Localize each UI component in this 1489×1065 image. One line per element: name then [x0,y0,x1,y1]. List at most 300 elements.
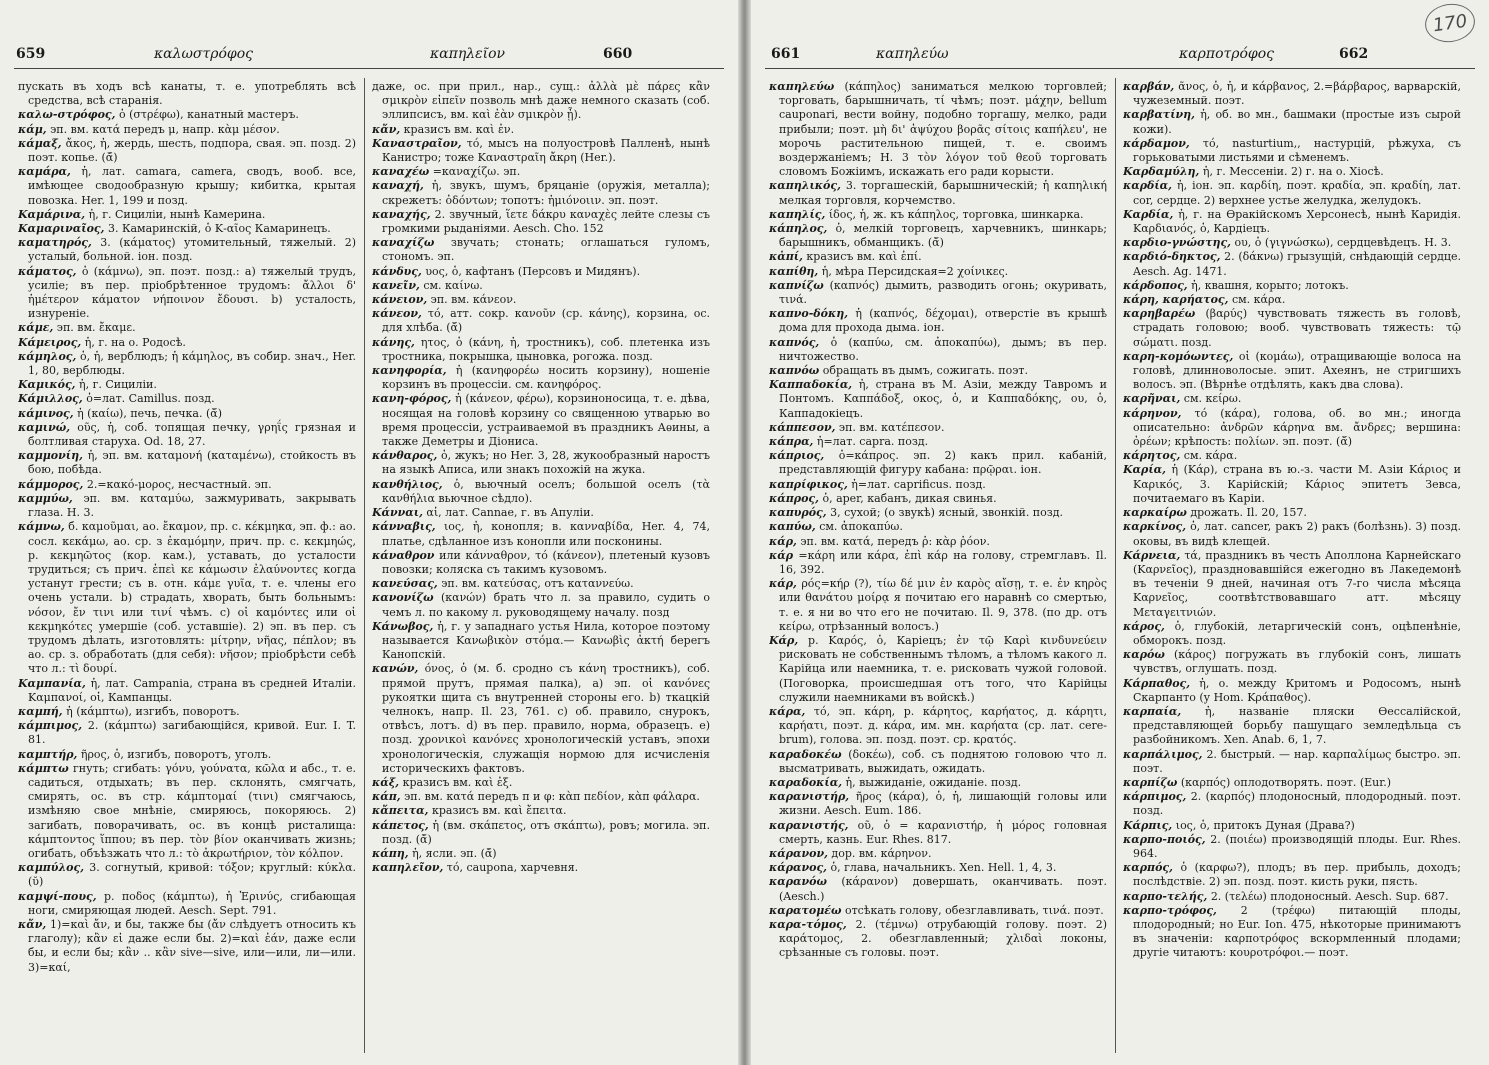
entry-headword: καναχής, [372,207,431,221]
dictionary-entry [1123,890,1461,904]
entry-definition: ἡ (вм. σκάπετος, отъ σκάπτω), ровъ; могила. эп. позд. (ᾰ̆) [382,818,710,846]
dictionary-entry [372,208,710,236]
entry-definition: кразисъ вм. καὶ ἐν. [403,122,515,136]
dictionary-entry [769,378,1107,421]
entry-headword: καπνός, [769,335,820,349]
dictionary-entry [372,179,710,207]
entry-definition: ὁ (καρφω?), плодъ; въ пер. прибыль, доходъ; послѣдствіе. 2) эп. позд. поэт. кисть руки, пясть. [1133,861,1461,889]
entry-headword: καματηρός, [18,236,92,250]
dictionary-entry [18,378,356,392]
dictionary-entry [769,847,1107,861]
dictionary-entry [1123,861,1461,889]
entry-definition: ἡ, іон. эп. καρδίη, поэт. κραδία, эп. κραδίη, лат. cor, сердце. 2) верхнее устье желудка, желудокъ. [1133,179,1461,207]
dictionary-entry [769,208,1107,222]
dictionary-entry [1123,279,1461,293]
dictionary-entry [372,265,710,279]
entry-definition: 2.=κακό-μορος, несчастный. эп. [86,477,272,491]
dictionary-entry [18,137,356,165]
dictionary-entry [18,762,356,861]
right-guide-word: καπηλεῖον [430,46,506,62]
entry-headword: καμπτήρ, [18,747,78,761]
dictionary-entry [18,478,356,492]
dictionary-entry [372,236,710,264]
entry-headword: κανθήλιος, [372,477,443,491]
dictionary-entry [1123,407,1461,450]
entry-definition: ἡ, ясли. эп. (ᾰ̆) [412,846,497,860]
dictionary-entry [18,407,356,421]
entry-definition: см. κάρα. [1231,293,1286,307]
dictionary-entry [18,222,356,236]
entry-headword: καμπύλος, [18,861,85,875]
entry-definition: τό (κάρα), голова, об. во мн.; иногда описательно: ἀνδρῶν κάρηνα вм. ἄνδρες; вершина: ὀρέων; крѣпость: πολίων. эп. поэт. (ᾰ̆) [1133,406,1461,449]
entry-definition: 2. (ποιέω) производящій плоды. Eur. Rhes. 964. [1133,832,1461,860]
entry-definition: 2. (κάμπτω) загибающійся, кривой. Eur. I. T. 81. [28,719,356,747]
entry-headword: καναχή, [372,179,424,193]
dictionary-entry [372,520,710,548]
dictionary-entry [18,520,356,676]
entry-headword: κάρ, [769,577,797,591]
entry-definition: ἡ, лат. Campania, страна въ средней Италіи. Καμπανοί, οἱ, Кампанцы. [28,676,356,704]
dictionary-entry [769,790,1107,818]
entry-definition: ὁ, жукъ; но Her. 3, 28, жукообразный наростъ на языкѣ Аписа, или знакъ похожій на жука. [382,449,710,477]
entry-headword: καρηβαρέω [1123,307,1196,321]
dictionary-entry [18,421,356,449]
dictionary-entry [372,819,710,847]
dictionary-entry [1123,307,1461,350]
dictionary-entry [1123,776,1461,790]
column-right [372,80,710,1055]
entry-definition: ἡ, квашня, корыто; лотокъ. [1191,278,1349,292]
dictionary-entry [372,861,710,875]
entry-headword: κάπηλος, [769,222,828,236]
dictionary-entry [769,492,1107,506]
entry-definition: (κάπηλος) заниматься мелкою торговлей; торговать, барышничать, τί чѣмъ; поэт. μάχην, bellum cauponari, вести войну, подобно торгашу, мелко, ради прибыли; поэт. μὴ δι' ἀψύχου βορᾶς σίτοις καπήλευ', не морочь растительною пищей, т. е. своимъ воздержаніемъ; Н. 3 τὸν λόγον τοῦ θεοῦ торговать словомъ Божіимъ, искажать его ради корысти. [779,80,1107,179]
entry-headword: καρπάλιμος, [1123,747,1203,761]
dictionary-entry [372,293,710,307]
dictionary-entry [18,918,356,975]
entry-definition: (βαρύς) чувствовать тяжесть въ головѣ, страдать головою; вооб. чувствовать тяжесть: τῷ σώματι. позд. [1133,307,1461,349]
entry-definition: (κανών) брать что л. за правило, судить о чемъ л. по какому л. руководящему началу. позд [382,591,710,619]
dictionary-entry [18,748,356,762]
entry-definition: ἡ, о. между Критомъ и Родосомъ, нынѣ Скарпанто (у Hom. Κράπαθος). [1133,676,1461,704]
entry-definition: см. κάρα. [1183,449,1238,463]
dictionary-entry [1123,819,1461,833]
entry-headword: Κάρνεια, [1123,548,1181,562]
entry-definition: ἡ, мѣра Персидская=2 χοίνικες. [821,264,1009,278]
entry-definition: дор. вм. κάρηνον. [831,846,932,860]
entry-headword: κάπρα, [769,435,814,449]
entry-headword: κάμαξ, [18,136,62,150]
entry-headword: κἄπειτα, [372,804,429,818]
entry-definition: обращать въ дымъ, сожигать. поэт. [822,364,1029,378]
entry-definition: звучать; стонать; оглашаться гуломъ, стономъ. эп. [382,236,710,264]
entry-headword: καπηλικός, [769,179,841,193]
dictionary-entry [769,336,1107,364]
entry-definition: ἡ, названіе пляски Ѳессалійской, представляющей борьбу пашущаго земледѣльца съ разбойникомъ. Xen. Anab. 6, 1, 7. [1133,704,1461,747]
entry-headword: Καναστραῖον, [372,136,462,150]
entry-headword: κάπη, [372,846,409,860]
entry-definition: ἡ, г. Сициліи, нынѣ Камерина. [88,207,266,221]
entry-headword: κάνθαρος, [372,449,438,463]
entry-headword: καπηλίς, [769,207,826,221]
entry-definition: ὁ=κάπρος. эп. 2) какъ прил. кабаній, представляющій фигуру кабана: πρῷραι. іон. [779,449,1107,477]
entry-definition: ᾶνος, ὁ, ἡ, и κάρβανος, 2.=βάρβαρος, варварскій, чужеземный. поэт. [1133,80,1461,108]
entry-definition: (κάρος) погружать въ глубокій сонъ, лишать чувствъ, оглушать. позд. [1133,648,1461,676]
dictionary-entry [769,364,1107,378]
dictionary-entry [769,80,1107,179]
entry-headword: καρπο-τελής, [1123,889,1208,903]
dictionary-entry [769,535,1107,549]
dictionary-entry [372,137,710,165]
entry-definition: см. κείρω. [1183,392,1242,406]
dictionary-entry [18,165,356,208]
entry-definition: οἱ (κομάω), отращивающіе волоса на головѣ, длинноволосые. эпит. Ахеянъ, не стригшихъ волосъ. эп. (Вѣрнѣе отдѣлять, какъ два слова). [1133,349,1461,392]
entry-headword: κάρητος, [1123,449,1181,463]
entry-headword: καλω-στρόφος, [18,108,116,122]
entry-headword: κάρ [769,548,794,562]
entry-headword: καπυρός, [769,506,827,520]
entry-definition: ἡ (κάμπτω), изгибъ, поворотъ. [66,704,240,718]
dictionary-entry [372,364,710,392]
dictionary-entry [372,123,710,137]
entry-headword: καρατομέω [769,903,842,917]
dictionary-entry [769,634,1107,705]
entry-definition: ἡ, эп. вм. καταμονή (καταμένω), стойкость въ бою, побѣда. [28,449,356,477]
dictionary-entry [769,776,1107,790]
dictionary-entry [372,776,710,790]
dictionary-entry [1123,748,1461,776]
right-guide-word: καρποτρόφος [1179,46,1274,62]
dictionary-entry [372,804,710,818]
entry-headword: καρόω [1123,648,1165,662]
dictionary-entry [1123,705,1461,748]
entry-headword: καρβάν, [1123,80,1175,93]
entry-definition: ιος, ὁ, притокъ Дуная (Драва?) [1175,818,1355,832]
dictionary-entry [372,307,710,335]
entry-definition: ἡ (κάνεον, φέρω), корзиноносица, т. е. дѣва, носящая на головѣ корзину со священною утварью во время процессіи, устраиваемой въ праздникъ Аѳины, а также Деметры и Діониса. [382,392,710,449]
entry-definition: даже, ос. при прил., нар., сущ.: ἀλλὰ μὲ πάρες κἂν σμικρὸν εἰπεῖν позволь мнѣ даже немного сказать (соб. эллипсисъ, вм. καὶ ἐὰν σμικρὸν ᾖ). [372,80,710,122]
entry-definition: ὁ, вьючный оселъ; большой оселъ (τὰ κανθήλια вьючное сѣдло). [382,477,710,505]
entry-definition: пускать въ ходъ всѣ канаты, т. е. употреблять всѣ средства, всѣ старанія. [18,80,356,108]
entry-headword: Κάρ, [769,633,799,647]
entry-headword: κάματος, [18,264,77,278]
entry-headword: κάμε, [18,321,54,335]
dictionary-entry [372,620,710,663]
entry-definition: 2. (καρπός) плодоносный, плодородный. поэт. позд. [1133,790,1461,818]
entry-headword: καρκίνος, [1123,520,1187,534]
entry-definition: кразисъ вм. καὶ ἔπειτα. [431,804,567,818]
dictionary-entry [372,662,710,776]
entry-headword: καπηλεύω [769,80,835,93]
dictionary-entry [372,80,710,123]
dictionary-entry [1123,350,1461,393]
entry-definition: ἡ, г. Сициліи. [79,378,157,392]
dictionary-entry [1123,790,1461,818]
entry-headword: κάμμορος, [18,477,84,491]
dictionary-entry [1123,549,1461,620]
entry-headword: κάρηνον, [1123,406,1182,420]
dictionary-entry [1123,108,1461,136]
entry-headword: κάπετος, [372,818,429,832]
entry-definition: οῦς, ἡ, соб. топящая печку, γρηΐς грязная и болтливая старуха. Od. 18, 27. [28,420,356,449]
entry-definition: ἡ, выжиданіе, ожиданіе. позд. [845,775,1022,789]
dictionary-entry [769,421,1107,435]
entry-headword: Καρία, [1123,463,1166,477]
entry-headword: κάνειον, [372,293,428,307]
entry-definition: 2. (τέμνω) отрубающій голову. поэт. 2) καράτομος, 2. обезглавленный; χλιδαὶ локоны, срѣзанные съ головы. поэт. [779,917,1107,960]
entry-definition: ὁ (στρέφω), канатный мастеръ. [118,108,299,122]
dictionary-entry [18,861,356,889]
entry-headword: καρβατίνη, [1123,108,1195,122]
column-right [1123,80,1461,1055]
dictionary-entry [18,719,356,747]
entry-definition: =κάρη или κάρα, ἐπὶ κάρ на голову, стремглавъ. Il. 16, 392. [779,548,1107,576]
entry-definition: ὁ, глава, начальникъ. Xen. Hell. 1, 4, 3. [830,861,1057,875]
dictionary-entry [769,506,1107,520]
entry-definition: ὁ, aper, кабанъ, дикая свинья. [822,491,997,505]
entry-definition: ἄκος, ἡ, жердь, шесть, подпора, свая. эп. позд. 2) поэт. копье. (ᾰ̆) [28,136,356,165]
entry-headword: καρπός, [1123,861,1173,875]
entry-headword: κανεῖν, [372,278,420,292]
entry-headword: καρα-τόμος, [769,917,847,931]
column-divider [1115,78,1116,1053]
entry-definition: ὁ (κάμνω), эп. поэт. позд.: a) тяжелый трудъ, усиліе; въ пер. пріобрѣтенное трудомъ: ἄλλοι δ' ἡμέτερον κάματον νήποινον ἔδουσι. b) усталость, изнуреніе. [28,264,356,321]
dictionary-entry [1123,137,1461,165]
dictionary-entry [372,790,710,804]
column-divider [364,78,365,1053]
page-number-660: 660 [603,46,633,62]
entry-definition: τά, праздникъ въ честь Аполлона Карнейскаго (Καρνεῖος), праздновавшійся ежегодно въ Лакедемонѣ въ теченіи 9 дней, начиная отъ 7-го числа мѣсяца Καρνεῖος, соотвѣтствовавшаго атт. мѣсяцу Μεταγειτνιών. [1133,548,1461,619]
dictionary-entry [769,449,1107,477]
entry-definition: эп. вм. καταμύω, зажмуривать, закрывать глаза. Н. 3. [28,491,356,520]
entry-headword: καρπαία, [1123,704,1182,718]
entry-headword: καρη-κομόωντες, [1123,349,1234,363]
entry-headword: κάμηλος, [18,349,77,363]
entry-headword: Καρδία, [1123,207,1174,221]
entry-definition: 2 (τρέφω) питающій плоды, плодородный; но Eur. Ion. 475, нѣкоторые принимаютъ въ значеніи: καρποτρόφος вскормленный плодами; другіе читаютъ: κουροτρόφοι.— поэт. [1133,903,1461,960]
entry-definition: όνος, ὁ (м. б. сродно съ κάνη тростникъ), соб. прямой прутъ, прямая палка), а) эп. οἱ κανόνες рукоятки щита съ внутренней стороны его. b) ткацкій челнокъ, напр. Il. 23, 761. c) об. правило, снурокъ, отвѣсъ, лотъ. d) въ пер. правило, норма, образецъ. e) позд. χρονικοὶ κανόνες хронологическій уставъ, эпохи хронологическія, служащія нормою для исчисленія историческихъ фактовъ. [382,662,710,775]
dictionary-entry [1123,293,1461,307]
entry-headword: κάρανος, [769,861,827,875]
dictionary-entry [18,123,356,137]
entry-definition: (κάρανον) довершать, оканчивать. поэт. (Aesch.) [779,875,1107,903]
entry-definition: ῆρος (κάρα), ὁ, ἡ, лишающій головы или жизни. Aesch. Eum. 186. [779,790,1107,818]
dictionary-entry [769,250,1107,264]
entry-headword: κάπρος, [769,491,819,505]
entry-definition: ἡ=лат. caprificus. позд. [851,477,986,491]
entry-definition: или κάνναθρον, τό (κάνεον), плетеный кузовъ повозки; коляска съ такимъ кузовомъ. [382,548,710,576]
entry-headword: κάππεσον, [769,420,836,434]
dictionary-entry [1123,208,1461,236]
entry-headword: Καμαριναῖος, [18,222,105,236]
entry-headword: κάμπιμος, [18,719,83,733]
entry-headword: Καππαδοκία, [769,378,853,392]
entry-headword: καρπο-τρόφος, [1123,903,1217,917]
entry-definition: р. ποδος (κάμπτω), ἡ Ἐρινύς, сгибающая ноги, смиряющая людей. Aesch. Sept. 791. [28,889,356,917]
entry-headword: καπνίζω [769,278,824,292]
dictionary-entry [18,492,356,520]
entry-definition: ητος, ὁ (κάνη, ἡ, тростникъ), соб. плетенка изъ тростника, покрышка, цыновка, рогожа. позд. [382,335,710,363]
dictionary-entry [372,591,710,619]
dictionary-entry [1123,236,1461,250]
entry-headword: καμινώ, [18,420,71,434]
dictionary-entry [769,222,1107,250]
entry-headword: καρδιό-δηκτος, [1123,250,1221,264]
entry-headword: κἄν, [18,917,47,931]
entry-headword: καπύω, [769,520,816,534]
entry-headword: καναχίζω [372,236,435,250]
dictionary-entry [372,165,710,179]
entry-definition: 2. быстрый. — нар. καρπαλίμως быстро. эп. поэт. [1133,747,1461,775]
entry-definition: отсѣкать голову, обезглавливать, τινά. поэт. [844,903,1104,917]
entry-headword: κανη-φόρος, [372,392,452,406]
entry-headword: Κάνναι, [372,506,423,520]
entry-headword: κάρ, [769,534,797,548]
entry-definition: τό, атт. сокр. κανοῦν (ср. κάνης), корзина, ос. для хлѣба. (ᾰ̆) [382,307,710,335]
header-rule [765,68,1475,69]
entry-headword: καραδοκέω [769,747,842,761]
dictionary-entry [769,819,1107,847]
entry-headword: καπηλεῖον, [372,861,444,875]
entry-definition: ὁ, глубокій, летаргическій сонъ, оцѣпенѣніе, обморокъ. позд. [1133,619,1461,647]
entry-headword: Κάνωβος, [372,619,434,633]
entry-definition: ἡ, г. Мессеніи. 2) г. на о. Хіосѣ. [1202,165,1384,179]
entry-definition: ἡ, г. на о. Родосѣ. [84,335,186,349]
entry-definition: эп. вм. κατέπεσον. [838,420,945,434]
dictionary-entry [1123,520,1461,548]
entry-headword: καναχέω [372,165,430,179]
entry-definition: 3. согнутый, кривой: τόξον; круглый: κύκλα. (ῠ) [28,861,356,889]
left-guide-word: καλωστρόφος [154,46,253,62]
column-left [769,80,1107,1055]
entry-definition: ὁ, лат. cancer, ракъ 2) ракъ (болѣзнь). 3) позд. оковы, въ видѣ клещей. [1133,520,1461,548]
entry-headword: καμμονίη, [18,449,83,463]
page-number-662: 662 [1339,46,1369,62]
dictionary-entry [1123,833,1461,861]
book-gutter [738,0,751,1065]
entry-headword: καπνο-δόκη, [769,307,849,321]
entry-definition: οῦ, ὁ = καρανιστήρ, ἡ μόρος головная смерть, казнь. Eur. Rhes. 817. [779,818,1107,846]
dictionary-entry [18,321,356,335]
entry-headword: κάνδυς, [372,264,422,278]
dictionary-entry [769,265,1107,279]
entry-headword: καραδοκία, [769,775,843,789]
page-number-661: 661 [771,46,801,62]
dictionary-entry [18,108,356,122]
dictionary-entry [1123,179,1461,207]
entry-headword: Καμπανία, [18,676,86,690]
entry-headword: καρπο-ποιός, [1123,832,1206,846]
entry-definition: ἡ (καπνός, δέχομαι), отверстіе въ крышѣ дома для прохода дыма. іон. [779,307,1107,335]
entry-headword: Καμικός, [18,378,76,392]
entry-definition: ἡ (Κάρ), страна въ ю.-з. части М. Азіи Κάριος и Καρικός, 3. Карійскій; Κάριος эпитетъ Зевса, почитаемаго въ Каріи. [1133,463,1461,505]
entry-headword: κάρη, καρήατος, [1123,293,1229,307]
entry-definition: ἡ, страна въ М. Азіи, между Тавромъ и Понтомъ. Καππάδοξ, οκος, ὁ, и Καππαδόκης, ου, ὁ, Каппадокіецъ. [779,378,1107,420]
entry-definition: эп. вм. κατά, передъ ῥ: κὰρ ῥόον. [800,534,990,548]
entry-definition: см. καίνω. [423,278,483,292]
entry-headword: Κάμειρος, [18,335,82,349]
dictionary-entry [18,236,356,264]
dictionary-entry [372,336,710,364]
entry-headword: κάρος, [1123,619,1165,633]
handwritten-page-stamp: 170 [1423,1,1478,46]
entry-headword: κανών, [372,662,419,676]
entry-headword: κάρπιμος, [1123,790,1187,804]
column-left [18,80,356,1055]
dictionary-entry [372,577,710,591]
entry-headword: καρκαίρω [1123,506,1187,520]
entry-headword: κάμ, [18,122,47,136]
left-page-running-head [0,46,738,66]
entry-headword: κάναθρον [372,548,435,562]
entry-definition: 3, сухой; (о звукѣ) ясный, звонкій. позд. [830,506,1064,520]
dictionary-entry [769,918,1107,961]
entry-definition: υος, ὁ, кафтанъ (Персовъ и Мидянъ). [425,264,641,278]
entry-definition: τό, эп. κάρη, р. κάρητος, καρήατος, д. κάρητι, καρήατι, поэт. д. κάρα, им. мн. καρήατα (ср. лат. cere-brum), голова. эп. позд. поэт. ср. κρατός. [779,704,1107,747]
entry-definition: ἡ, г. у западнаго устья Нила, которое поэтому называется Κανωβικὸν στόμα.— Κανωβὶς ἀκτή берегъ Канопскій. [382,619,710,662]
entry-definition: ἡ, об. во мн., башмаки (простые изъ сырой кожи). [1133,108,1461,136]
right-page [751,0,1489,1065]
entry-definition: αἱ, лат. Cannae, г. въ Апуліи. [426,506,594,520]
entry-definition: 2. (τελέω) плодоносный. Aesch. Sup. 687. [1210,889,1449,903]
entry-definition: ὁ, мелкій торговецъ, харчевникъ, шинкарь; барышникъ, обманщикъ. (ᾰ̆) [779,222,1107,250]
dictionary-entry [372,506,710,520]
dictionary-entry [769,577,1107,634]
entry-headword: κανονίζω [372,591,434,605]
entry-definition: эп. вм. κατά передъ μ, напр. κὰμ μέσον. [50,122,280,136]
right-page-running-head [751,46,1489,66]
entry-headword: κάρδαμον, [1123,136,1190,150]
dictionary-entry [769,307,1107,335]
entry-definition: ῆρος, ὁ, изгибъ, поворотъ, уголъ. [80,747,272,761]
entry-definition: 3. торгашескій, барышническій; ἡ καπηλική мелкая торговля, корчемство. [779,179,1107,207]
entry-definition: (καρπός) оплодотворять. поэт. (Eur.) [1180,775,1392,789]
entry-headword: καρανιστήρ, [769,790,850,804]
dictionary-entry [1123,648,1461,676]
entry-headword: καπίθη, [769,264,819,278]
entry-definition: 2. звучный, ἵετε δάκρυ καναχὲς лейте слезы съ громкими рыданіями. Aesch. Cho. 152 [382,207,710,236]
entry-headword: καπνόω [769,364,820,378]
entry-definition: 3. Камаринскій, ὁ Κ-αῖος Камаринецъ. [107,222,331,236]
entry-headword: καμπή, [18,704,63,718]
entry-definition: ἡ (κανηφορέω носить корзину), ношеніе корзинъ въ процессіи. см. κανηφόρος. [382,364,710,392]
entry-headword: κάνεον, [372,307,422,321]
dictionary-entry [372,279,710,293]
entry-headword: καρῆναι, [1123,392,1181,406]
dictionary-entry [769,748,1107,776]
dictionary-entry [769,179,1107,207]
entry-definition: (καπνός) дымить, разводить огонь; окуривать, τινά. [779,278,1107,307]
entry-definition: 2. (δάκνω) грызущій, снѣдающій сердце. Aesch. Ag. 1471. [1133,250,1461,278]
dictionary-entry [769,705,1107,748]
dictionary-entry [769,904,1107,918]
entry-headword: κάμινος, [18,406,74,420]
entry-headword: κάμπτω [18,761,69,775]
dictionary-entry [372,549,710,577]
entry-definition: ίδος, ἡ, ж. къ κάπηλος, торговка, шинкарка. [828,207,1084,221]
dictionary-entry [18,705,356,719]
entry-definition: ἡ, лат. camara, camera, сводъ, вооб. все, имѣющее сводообразную крышу; кибитка, крытая повозка. Her. 1, 199 и позд. [28,165,356,207]
entry-definition: ὁ, ἡ, верблюдъ; ἡ κάμηλος, въ собир. знач., Her. 1, 80, верблюды. [28,349,356,378]
entry-definition: ου, ὁ (γιγνώσκω), сердцевѣдецъ. Н. 3. [1234,236,1452,250]
entry-definition: дрожать. Il. 20, 157. [1190,506,1307,520]
entry-definition: кразисъ вм. καὶ ἐπί. [806,250,922,264]
entry-headword: καρανόω [769,875,827,889]
dictionary-entry [372,847,710,861]
dictionary-entry [769,478,1107,492]
dictionary-entry [769,279,1107,307]
dictionary-entry [18,392,356,406]
